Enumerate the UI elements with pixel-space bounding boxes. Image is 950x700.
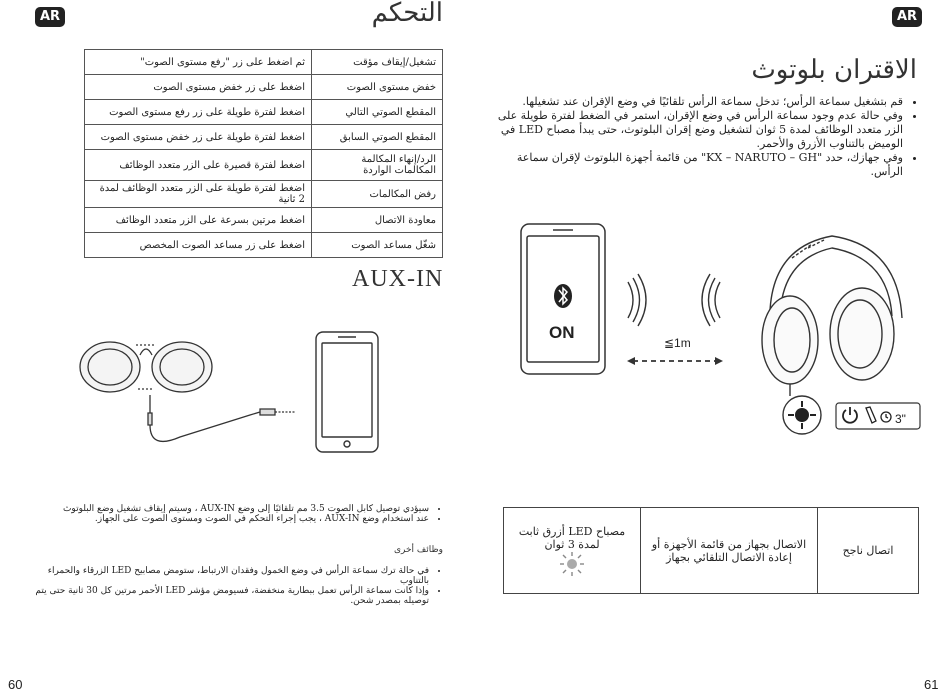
double-arrow-icon xyxy=(627,357,723,365)
signal-waves xyxy=(620,270,730,330)
control-action: اضغط على زر خفض مستوى الصوت xyxy=(85,75,312,100)
list-item: • وإذا كانت سماعة الرأس تعمل ببطارية منخفضة، فسيومض مؤشر LED الأحمر مرتين كل 30 ثانية حتى يتم توصيله بمصدر شحن. xyxy=(29,586,429,606)
control-action: اضغط لفترة طويلة على زر رفع مستوى الصوت xyxy=(85,100,312,125)
table-row xyxy=(85,181,443,208)
press-duration-label: 3" xyxy=(895,412,906,426)
page-title-controls: التحكم xyxy=(371,0,443,28)
control-function: المقطع الصوتي السابق xyxy=(312,125,443,150)
language-badge-right: AR xyxy=(892,7,922,27)
list-item: • في حالة ترك سماعة الرأس في وضع الخمول وفقدان الارتباط، ستومض مصابيح LED الزرقاء والحمراء بالتناوب xyxy=(29,566,429,586)
control-function: المقطع الصوتي التالي xyxy=(312,100,443,125)
pairing-bullets xyxy=(491,95,917,179)
page-number-left: 60 xyxy=(8,677,23,692)
language-badge-left: AR xyxy=(35,7,65,27)
status-led-cell xyxy=(504,508,641,594)
headphones-illustration xyxy=(752,228,912,398)
table-row xyxy=(85,150,443,181)
signal-wave-icon xyxy=(628,274,720,326)
control-function: معاودة الاتصال xyxy=(312,208,443,233)
list-item: • سيؤدي توصيل كابل الصوت 3.5 مم تلقائيًا إلى وضع AUX-IN ، وسيتم إيقاف تشغيل وضع البلوتوث xyxy=(29,504,429,514)
page-number-right: 61 xyxy=(924,677,939,692)
control-function: شغّل مساعد الصوت xyxy=(312,233,443,258)
list-item: • وفي جهازك، حدد "KX – NARUTO – GH" من قائمة أجهزة البلوتوث لإقران سماعة الرأس. xyxy=(491,151,903,179)
status-cell: اتصال ناجح xyxy=(818,508,919,594)
control-function: رفض المكالمات xyxy=(312,181,443,208)
control-action: اضغط لفترة طويلة على زر خفض مستوى الصوت xyxy=(85,125,312,150)
headphones-folded-icon xyxy=(80,342,212,392)
other-bullets xyxy=(29,566,443,606)
smartphone-icon xyxy=(316,332,378,452)
control-action: اضغط على زر مساعد الصوت المخصص xyxy=(85,233,312,258)
control-function: الرد/إنهاء المكالمة المكالمات الواردة xyxy=(312,150,443,181)
page-title-pairing: الاقتران بلوتوث xyxy=(751,55,917,85)
status-table xyxy=(503,507,919,594)
control-action: اضغط لفترة قصيرة على الزر متعدد الوظائف xyxy=(85,150,312,181)
list-item: • عند استخدام وضع AUX-IN ، يجب إجراء التحكم في الصوت ومستوى الصوت على الجهاز. xyxy=(29,514,429,524)
led-description: مصباح LED أزرق ثابت لمدة 3 ثوان xyxy=(518,524,626,551)
aux-illustration xyxy=(70,325,400,455)
aux-bullets xyxy=(29,504,443,524)
status-description-cell: الاتصال بجهاز من قائمة الأجهزة أو إعادة الاتصال التلقائي بجهاز xyxy=(641,508,818,594)
table-row xyxy=(504,508,919,594)
power-icon xyxy=(843,407,857,423)
control-function: تشغيل/إيقاف مؤقت xyxy=(312,50,443,75)
bluetooth-on-label: ON xyxy=(549,323,575,342)
table-row xyxy=(85,125,443,150)
led-light-icon xyxy=(559,551,585,577)
press-hand-icon xyxy=(866,407,876,423)
list-item: • قم بتشغيل سماعة الرأس؛ تدخل سماعة الرأس تلقائيًا في وضع الإقران عند تشغيلها. xyxy=(491,95,903,109)
list-item: • وفي حالة عدم وجود سماعة الرأس في وضع الإقران، استمر في الضغط لفترة طويلة على الزر متعدد الوظائف لمدة 5 ثوان لتشغيل وضع إقران البلوتوث، حتى يبدأ مصباح LED في الوميض بالتناوب الأزرق والأحمر. xyxy=(491,109,903,151)
phone-illustration xyxy=(515,220,610,380)
control-action: اضغط مرتين بسرعة على الزر متعدد الوظائف xyxy=(85,208,312,233)
control-action: ثم اضغط على زر "رفع مستوى الصوت" xyxy=(85,50,312,75)
control-action: اضغط لفترة طويلة على الزر متعدد الوظائف لمدة 2 ثانية xyxy=(85,181,312,208)
table-row xyxy=(85,75,443,100)
bluetooth-icon xyxy=(554,284,572,308)
table-row xyxy=(85,233,443,258)
clock-icon xyxy=(881,412,891,422)
table-row xyxy=(85,100,443,125)
table-row xyxy=(85,50,443,75)
aux-cable xyxy=(148,395,296,441)
control-function: خفض مستوى الصوت xyxy=(312,75,443,100)
table-row xyxy=(85,208,443,233)
multifunction-button-icon xyxy=(783,396,821,434)
aux-in-title: AUX-IN xyxy=(352,266,444,292)
controls-table xyxy=(84,49,443,258)
distance-label: ≦1m xyxy=(664,336,691,350)
other-functions-heading: وظائف أخرى xyxy=(393,545,443,555)
distance-arrow xyxy=(625,354,725,368)
headphones-icon xyxy=(762,236,902,396)
